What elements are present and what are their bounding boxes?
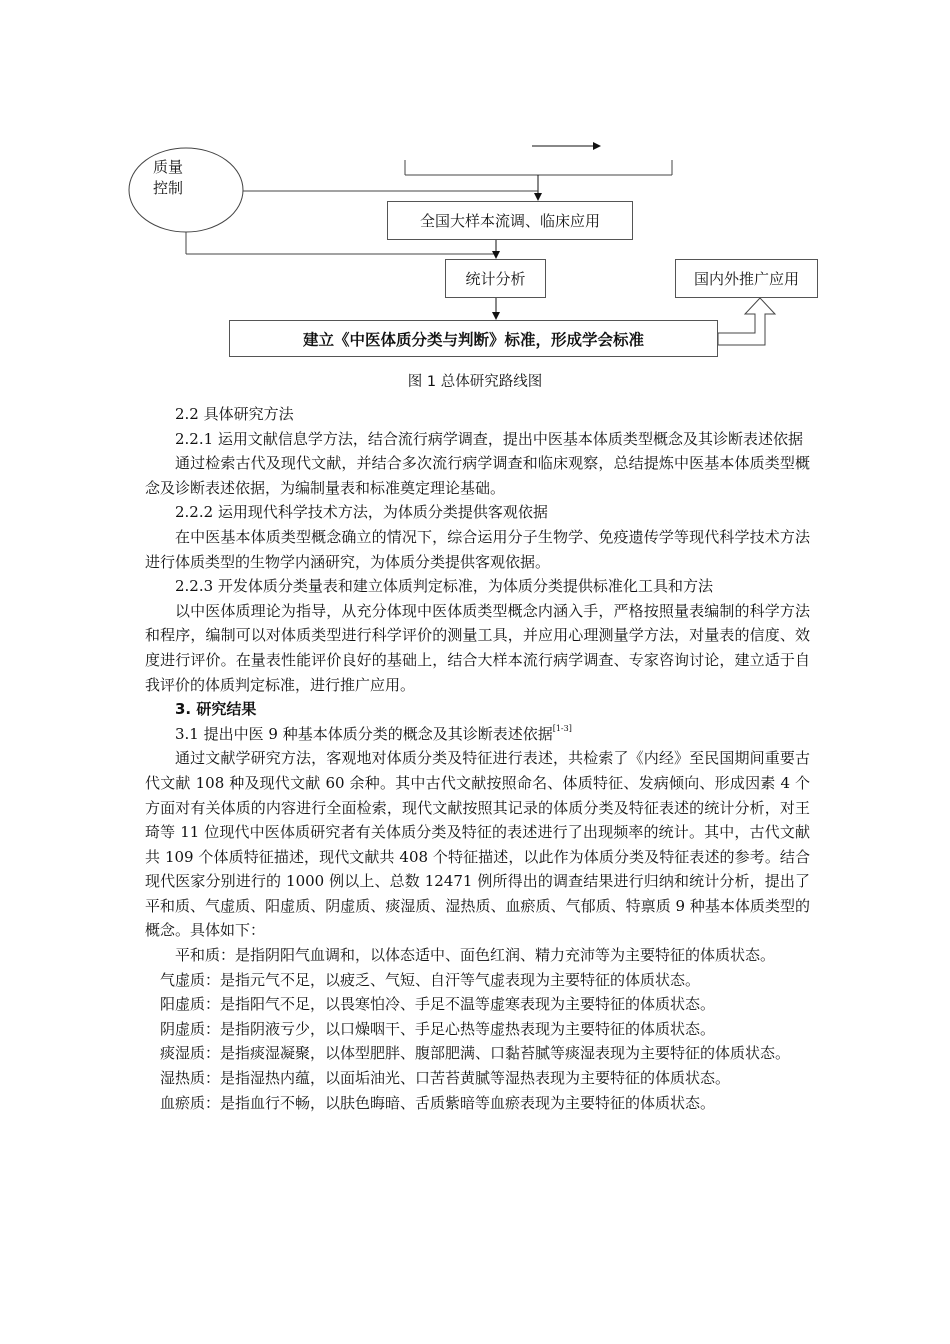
paragraph-2-2-3: 以中医体质理论为指导，从充分体现中医体质类型概念内涵入手，严格按照量表编制的科学方法和程序，编制可以对体质类型进行科学评价的测量工具，并应用心理测量学方法，对量表的信度、效度进行评价。在量表性能评价良好的基础上，结合大样本流行病学调查、专家咨询讨论，建立适于自我评价的体质判定标准，进行推广应用。 (145, 601, 810, 694)
section-3-1-title: 3.1 提出中医 9 种基本体质分类的概念及其诊断表述依据 (175, 724, 553, 743)
paragraph-2-2-1: 通过检索古代及现代文献，并结合多次流行病学调查和临床观察，总结提炼中医基本体质类型概念及诊断表述依据，为编制量表和标准奠定理论基础。 (145, 454, 810, 497)
type-yinxu: 阴虚质：是指阴液亏少，以口燥咽干、手足心热等虚热表现为主要特征的体质状态。 (160, 1019, 716, 1038)
section-2-2-1: 2.2.1 运用文献信息学方法，结合流行病学调查，提出中医基本体质类型概念及其诊断表述依据 (175, 429, 803, 448)
body-text (145, 402, 810, 1115)
type-shire: 湿热质：是指湿热内蕴，以面垢油光、口苦苔黄腻等湿热表现为主要特征的体质状态。 (160, 1069, 731, 1088)
section-3-heading: 3. 研究结果 (175, 700, 257, 719)
promote-box: 国内外推广应用 (675, 259, 818, 298)
type-tanshi: 痰湿质：是指痰湿凝聚，以体型肥胖、腹部肥满、口黏苔腻等痰湿表现为主要特征的体质状态。 (160, 1044, 791, 1063)
section-2-2-2: 2.2.2 运用现代科学技术方法，为体质分类提供客观依据 (175, 503, 548, 522)
paragraph-2-2-2: 在中医基本体质类型概念确立的情况下，综合运用分子生物学、免疫遗传学等现代科学技术方法进行体质类型的生物学内涵研究，为体质分类提供客观依据。 (145, 527, 810, 571)
type-pinghe: 平和质：是指阴阳气血调和，以体态适中、面色红润、精力充沛等为主要特征的体质状态。 (175, 946, 776, 965)
citation-ref: [1-3] (552, 723, 572, 733)
figure-caption: 图 1 总体研究路线图 (407, 374, 543, 390)
ellipse-label-2: 控制 (153, 179, 184, 197)
type-xueyu: 血瘀质：是指血行不畅，以肤色晦暗、舌质紫暗等血瘀表现为主要特征的体质状态。 (160, 1093, 716, 1112)
paragraph-3-1: 通过文献学研究方法，客观地对体质分类及特征进行表述，共检索了《内经》至民国期间重要古代文献 108 种及现代文献 60 余种。其中古代文献按照命名、体质特征、发病倾向、形成因素 4 个方面对有关体质的内容进行全面检索，现代文献按照其记录的体质分类及特征表述的统计分析，对王琦等 11 位现代中医体质研究者有关体质分类及特征的表述进行了出现频率的统计。其中，古代文献共 109 个体质特征描述，现代文献共 408 个特征描述，以此作为体质分类及特征表述的参考。结合现代医家分别进行的 1000 例以上、总数 12471 例所得出的调查结果进行归纳和统计分析，提出了平和质、气虚质、阳虚质、阴虚质、痰湿质、湿热质、血瘀质、气郁质、特禀质 9 种基本体质类型的概念。具体如下： (145, 749, 810, 940)
quality-control-ellipse (129, 148, 243, 232)
section-2-2-3: 2.2.3 开发体质分类量表和建立体质判定标准，为体质分类提供标准化工具和方法 (175, 577, 713, 596)
survey-box: 全国大样本流调、临床应用 (387, 201, 633, 240)
section-3-1 (145, 722, 810, 747)
hollow-arrow-to-promote (718, 298, 775, 345)
type-yangxu: 阳虚质：是指阳气不足，以畏寒怕冷、手足不温等虚寒表现为主要特征的体质状态。 (160, 995, 716, 1014)
section-2-2: 2.2 具体研究方法 (175, 405, 294, 423)
stats-box: 统计分析 (445, 259, 546, 298)
type-qixu: 气虚质：是指元气不足，以疲乏、气短、自汗等气虚表现为主要特征的体质状态。 (160, 970, 701, 989)
research-roadmap-diagram (0, 0, 950, 400)
ellipse-label-1: 质量 (153, 158, 184, 176)
standard-box: 建立《中医体质分类与判断》标准，形成学会标准 (229, 320, 718, 357)
